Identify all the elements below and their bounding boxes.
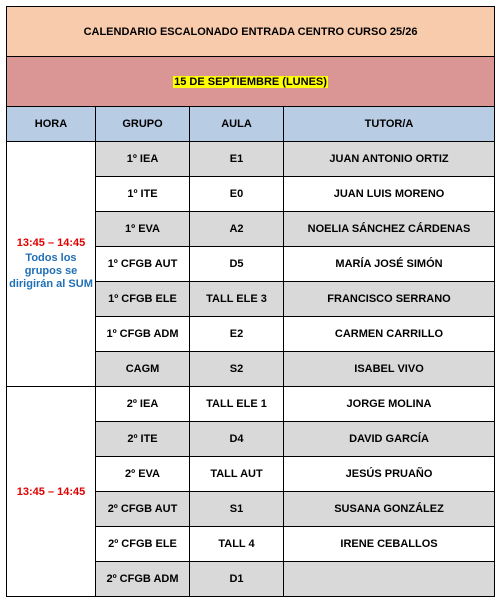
header-grupo: GRUPO xyxy=(96,107,190,142)
grupo-cell: 1º ITE xyxy=(96,177,190,212)
aula-cell: A2 xyxy=(190,212,284,247)
grupo-cell: CAGM xyxy=(96,352,190,387)
header-tutor: TUTOR/A xyxy=(284,107,495,142)
date-cell xyxy=(7,57,495,107)
tutor-cell xyxy=(284,562,495,597)
aula-cell: E2 xyxy=(190,317,284,352)
tutor-cell: FRANCISCO SERRANO xyxy=(284,282,495,317)
aula-cell: TALL ELE 1 xyxy=(190,387,284,422)
tutor-cell: MARÍA JOSÉ SIMÓN xyxy=(284,247,495,282)
tutor-cell: CARMEN CARRILLO xyxy=(284,317,495,352)
time-note: Todos los grupos se dirigirán al SUM xyxy=(9,252,93,290)
tutor-cell: JESÚS PRUAÑO xyxy=(284,457,495,492)
grupo-cell: 2º ITE xyxy=(96,422,190,457)
aula-cell: D1 xyxy=(190,562,284,597)
grupo-cell: 2º CFGB ADM xyxy=(96,562,190,597)
time-range: 13:45 – 14:45 xyxy=(16,237,86,249)
header-aula: AULA xyxy=(190,107,284,142)
aula-cell: D4 xyxy=(190,422,284,457)
header-hora: HORA xyxy=(7,107,96,142)
grupo-cell: 2º CFGB ELE xyxy=(96,527,190,562)
title-row xyxy=(7,7,495,57)
grupo-cell: 2º EVA xyxy=(96,457,190,492)
tutor-cell: NOELIA SÁNCHEZ CÁRDENAS xyxy=(284,212,495,247)
grupo-cell: 1º CFGB ADM xyxy=(96,317,190,352)
aula-cell: E1 xyxy=(190,142,284,177)
aula-cell: E0 xyxy=(190,177,284,212)
aula-cell: S1 xyxy=(190,492,284,527)
tutor-cell: JUAN ANTONIO ORTIZ xyxy=(284,142,495,177)
grupo-cell: 2º IEA xyxy=(96,387,190,422)
aula-cell: TALL AUT xyxy=(190,457,284,492)
hora-cell xyxy=(7,142,96,387)
schedule-table xyxy=(6,6,495,597)
table-row xyxy=(7,142,495,177)
header-row xyxy=(7,107,495,142)
hora-cell xyxy=(7,387,96,597)
aula-cell: S2 xyxy=(190,352,284,387)
grupo-cell: 1º CFGB AUT xyxy=(96,247,190,282)
aula-cell: TALL ELE 3 xyxy=(190,282,284,317)
title-cell xyxy=(7,7,495,57)
tutor-cell: JUAN LUIS MORENO xyxy=(284,177,495,212)
tutor-cell: DAVID GARCÍA xyxy=(284,422,495,457)
grupo-cell: 2º CFGB AUT xyxy=(96,492,190,527)
grupo-cell: 1º CFGB ELE xyxy=(96,282,190,317)
table-row xyxy=(7,387,495,422)
grupo-cell: 1º IEA xyxy=(96,142,190,177)
time-range: 13:45 – 14:45 xyxy=(16,485,86,498)
tutor-cell: ISABEL VIVO xyxy=(284,352,495,387)
tutor-cell: SUSANA GONZÁLEZ xyxy=(284,492,495,527)
grupo-cell: 1º EVA xyxy=(96,212,190,247)
tutor-cell: JORGE MOLINA xyxy=(284,387,495,422)
date-label: 15 DE SEPTIEMBRE (LUNES) xyxy=(174,75,327,88)
page-title: CALENDARIO ESCALONADO ENTRADA CENTRO CURSO 25/26 xyxy=(83,25,418,38)
tutor-cell: IRENE CEBALLOS xyxy=(284,527,495,562)
aula-cell: TALL 4 xyxy=(190,527,284,562)
date-row xyxy=(7,57,495,107)
aula-cell: D5 xyxy=(190,247,284,282)
